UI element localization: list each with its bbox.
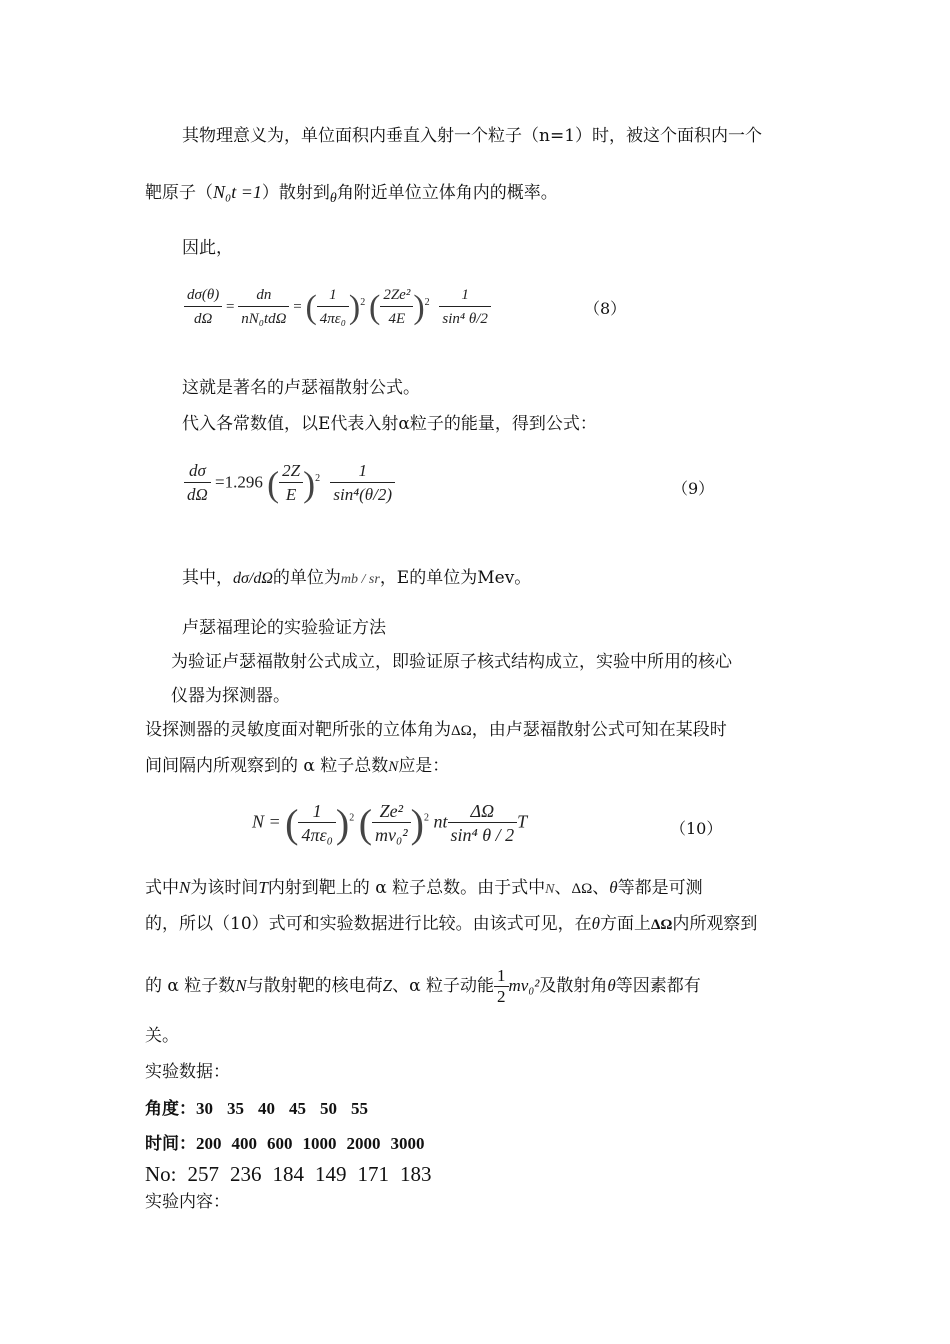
eq8-exp: 2 [424,296,430,308]
counts-row [145,1162,443,1187]
math-Z: Z [382,976,393,995]
text: 这就是著名的卢瑟福散射公式。 [182,378,420,398]
math-mb-sr: mb / sr [340,572,380,587]
units-line [182,566,531,592]
paren: ( [368,288,381,326]
equation-8 [184,284,491,331]
eq9-lhs: $\frac{d\sigma}{d\Omega}$ [184,460,211,507]
eq10-label: （10） [670,819,723,838]
angles-label: 角度： [145,1099,196,1118]
eq10-lhs: N = [252,811,281,832]
math-delta-omega: ΔΩ [651,917,673,933]
paren: ) [348,288,361,326]
paren: ) [303,463,316,504]
count-value: 236 [230,1162,262,1186]
eq9-exp: 2 [315,472,321,484]
time-value: 1000 [302,1134,337,1153]
text: 因此， [182,238,233,258]
eq10-frac3: $\frac{\Delta\Omega}{\text{sin⁴ θ / 2}}$ [448,800,518,847]
math-delta-omega: ΔΩ [571,881,593,897]
text: 实验数据： [145,1062,230,1082]
text: ，E的单位为Mev。 [379,568,532,588]
math-N: N [545,882,555,897]
counts-label: No: [145,1162,177,1186]
method-line2 [171,684,290,708]
eq10-T: T [517,811,528,832]
equation-10 [252,800,527,847]
eq9-label: （9） [672,479,715,498]
count-value: 184 [272,1162,304,1186]
text: 间间隔内所观察到的 α 粒子总数 [145,756,389,776]
eq8-frac2: $\frac{dn}{\text{nN₀tdΩ}}$ [238,284,289,331]
time-value: 200 [196,1134,222,1153]
eq10-frac2: $\frac{\text{Ze²}}{\text{mν₀²}}$ [372,800,411,847]
math-theta: θ [591,914,600,933]
text: 靶原子（ [145,183,213,203]
eq8-label: （8） [584,299,627,318]
text: 其中， [182,568,233,588]
text: 关。 [145,1026,179,1046]
para1-line1 [182,124,762,148]
count-value: 257 [187,1162,219,1186]
time-value: 600 [267,1134,293,1153]
angle-value: 50 [320,1099,337,1118]
math-theta: θ [607,976,616,995]
paren: ( [358,801,373,846]
explain-line1: 式中N为该时间T内射到靶上的 α 粒子总数。由于式中N、ΔΩ、θ等都是可测 [145,878,703,898]
eq8-exp: 2 [360,296,366,308]
math-n0t: N₀t =1 [213,182,262,202]
method-title [182,616,386,640]
math-T: T [258,878,268,897]
paren: ( [305,288,317,326]
eq8-equals: = [226,298,235,315]
detector-line1 [145,718,727,743]
text: 代入各常数值，以E代表入射α粒子的能量，得到公式： [182,414,597,434]
angle-value: 45 [289,1099,306,1118]
angle-value: 55 [351,1099,368,1118]
times-label: 时间： [145,1134,196,1153]
angle-value: 35 [227,1099,244,1118]
paren: ( [285,801,299,846]
count-value: 149 [315,1162,347,1186]
time-value: 3000 [390,1134,425,1153]
eq9-coef: =1.296 [215,472,263,492]
text: 仪器为探测器。 [171,686,290,706]
method-line1 [171,650,732,674]
eq9-frac3: $\frac{1}{\text{sin⁴(θ/2)}}$ [330,460,395,507]
eq8-frac4: $\frac{\text{2Ze²}}{4E}$ [380,284,413,331]
text: 卢瑟福理论的实验验证方法 [182,618,386,638]
paren: ) [410,801,424,846]
substitute-text [182,412,597,436]
text: 实验内容： [145,1192,230,1212]
text: ）散射到 [261,183,330,203]
eq9-frac2: $\frac{2Z}{E}$ [279,460,303,507]
explain-line4 [145,1024,179,1048]
eq8-equals: = [293,298,302,315]
math-delta-omega: ΔΩ [451,723,472,739]
equation-9 [184,460,395,507]
text: 为验证卢瑟福散射公式成立，即验证原子核式结构成立，实验中所用的核心 [171,652,732,672]
text: 其物理意义为，单位面积内垂直入射一个粒子（n=1）时，被这个面积内一个 [182,126,763,146]
detector-line2 [145,754,449,779]
paren: ) [335,801,350,846]
angles-row [145,1094,382,1119]
text: 角附近单位立体角内的概率。 [336,183,558,203]
math-N: N [179,878,191,897]
eq10-nt: nt [433,811,448,832]
math-N: N [388,759,399,775]
text: ，由卢瑟福散射公式可知在某段时 [471,720,727,740]
math-one-half: $\frac{1}{2}$ [494,966,509,1007]
times-row [145,1129,435,1154]
math-theta: θ [609,878,618,897]
paren: ( [267,463,280,504]
formula-name-text [182,376,420,400]
text: 应是： [398,756,450,776]
math-dsigma-domega: dσ/dΩ [233,570,273,587]
text: 的单位为 [272,568,341,588]
eq10-exp: 2 [424,812,429,824]
eq8-frac3: $\frac{1}{\text{4πε₀}}$ [317,284,349,331]
para1-line2 [145,180,558,211]
explain-line3: 的 α 粒子数N与散射靶的核电荷Z、α 粒子动能 $\frac{1}{2}$ mν₀²及散射角θ等因素都有 [145,966,701,1006]
time-value: 400 [231,1134,257,1153]
eq10-frac1: $\frac{1}{\text{4πε₀}}$ [298,800,335,847]
angle-value: 30 [196,1099,213,1118]
eq8-lhs: $\frac{d\sigma(\theta)}{d\Omega}$ [184,284,222,331]
exp-content-label [145,1190,230,1214]
time-value: 2000 [346,1134,381,1153]
count-value: 183 [400,1162,432,1186]
therefore-text [182,236,233,260]
explain-line2: 的，所以（10）式可和实验数据进行比较。由该式可见，在θ方面上ΔΩ内所观察到 [145,914,758,934]
text: 设探测器的灵敏度面对靶所张的立体角为 [145,720,451,740]
exp-data-label [145,1060,230,1084]
eq8-frac5: $\frac{1}{\text{sin⁴ θ/2}}$ [439,284,491,331]
angle-value: 40 [258,1099,275,1118]
math-mv0-squared: mν₀² [508,976,540,995]
math-theta: θ [329,191,337,206]
count-value: 171 [357,1162,389,1186]
eq10-exp: 2 [349,812,355,824]
paren: ) [413,288,425,326]
math-N: N [235,976,247,995]
